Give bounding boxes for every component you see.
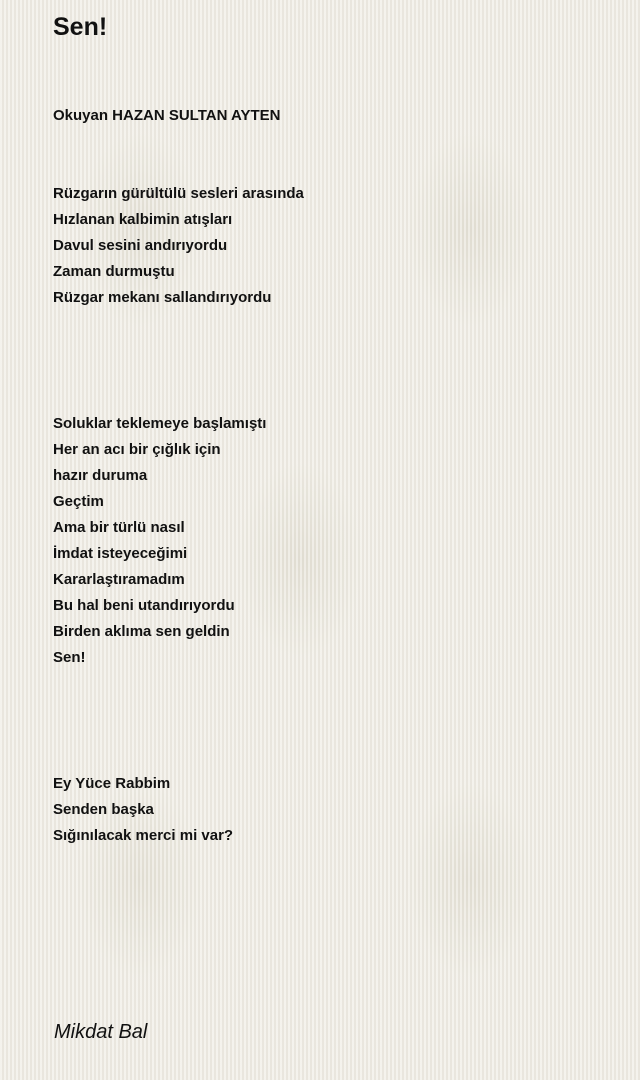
poem-line: Hızlanan kalbimin atışları xyxy=(53,211,233,228)
poem-line: Kararlaştıramadım xyxy=(53,571,185,588)
poem-line: Soluklar teklemeye başlamıştı xyxy=(53,415,267,432)
poem-line: Bu hal beni utandırıyordu xyxy=(53,597,235,614)
poem-line: Geçtim xyxy=(53,493,104,510)
author-name: Mikdat Bal xyxy=(54,1021,148,1043)
poem-line: Birden aklıma sen geldin xyxy=(53,623,230,640)
poem-line: hazır duruma xyxy=(53,467,148,484)
poem-line: Rüzgar mekanı sallandırıyordu xyxy=(53,289,272,306)
poem-line: Ama bir türlü nasıl xyxy=(53,519,185,536)
stanza-2 xyxy=(53,411,266,671)
poem-line: Her an acı bir çığlık için xyxy=(53,441,221,458)
poem-title: Sen! xyxy=(53,13,108,41)
poem-line: İmdat isteyeceğimi xyxy=(53,545,188,562)
poem-line: Sığınılacak merci mi var? xyxy=(53,827,234,844)
poem-line: Davul sesini andırıyordu xyxy=(53,237,228,254)
stanza-3 xyxy=(53,771,233,849)
poem-line: Ey Yüce Rabbim xyxy=(53,775,171,792)
poem-line: Zaman durmuştu xyxy=(53,263,175,280)
stanza-1 xyxy=(53,181,304,311)
reader-credit: Okuyan HAZAN SULTAN AYTEN xyxy=(53,107,281,124)
poem-line: Sen! xyxy=(53,649,86,666)
poem-line: Rüzgarın gürültülü sesleri arasında xyxy=(53,185,304,202)
poem-line: Senden başka xyxy=(53,801,154,818)
